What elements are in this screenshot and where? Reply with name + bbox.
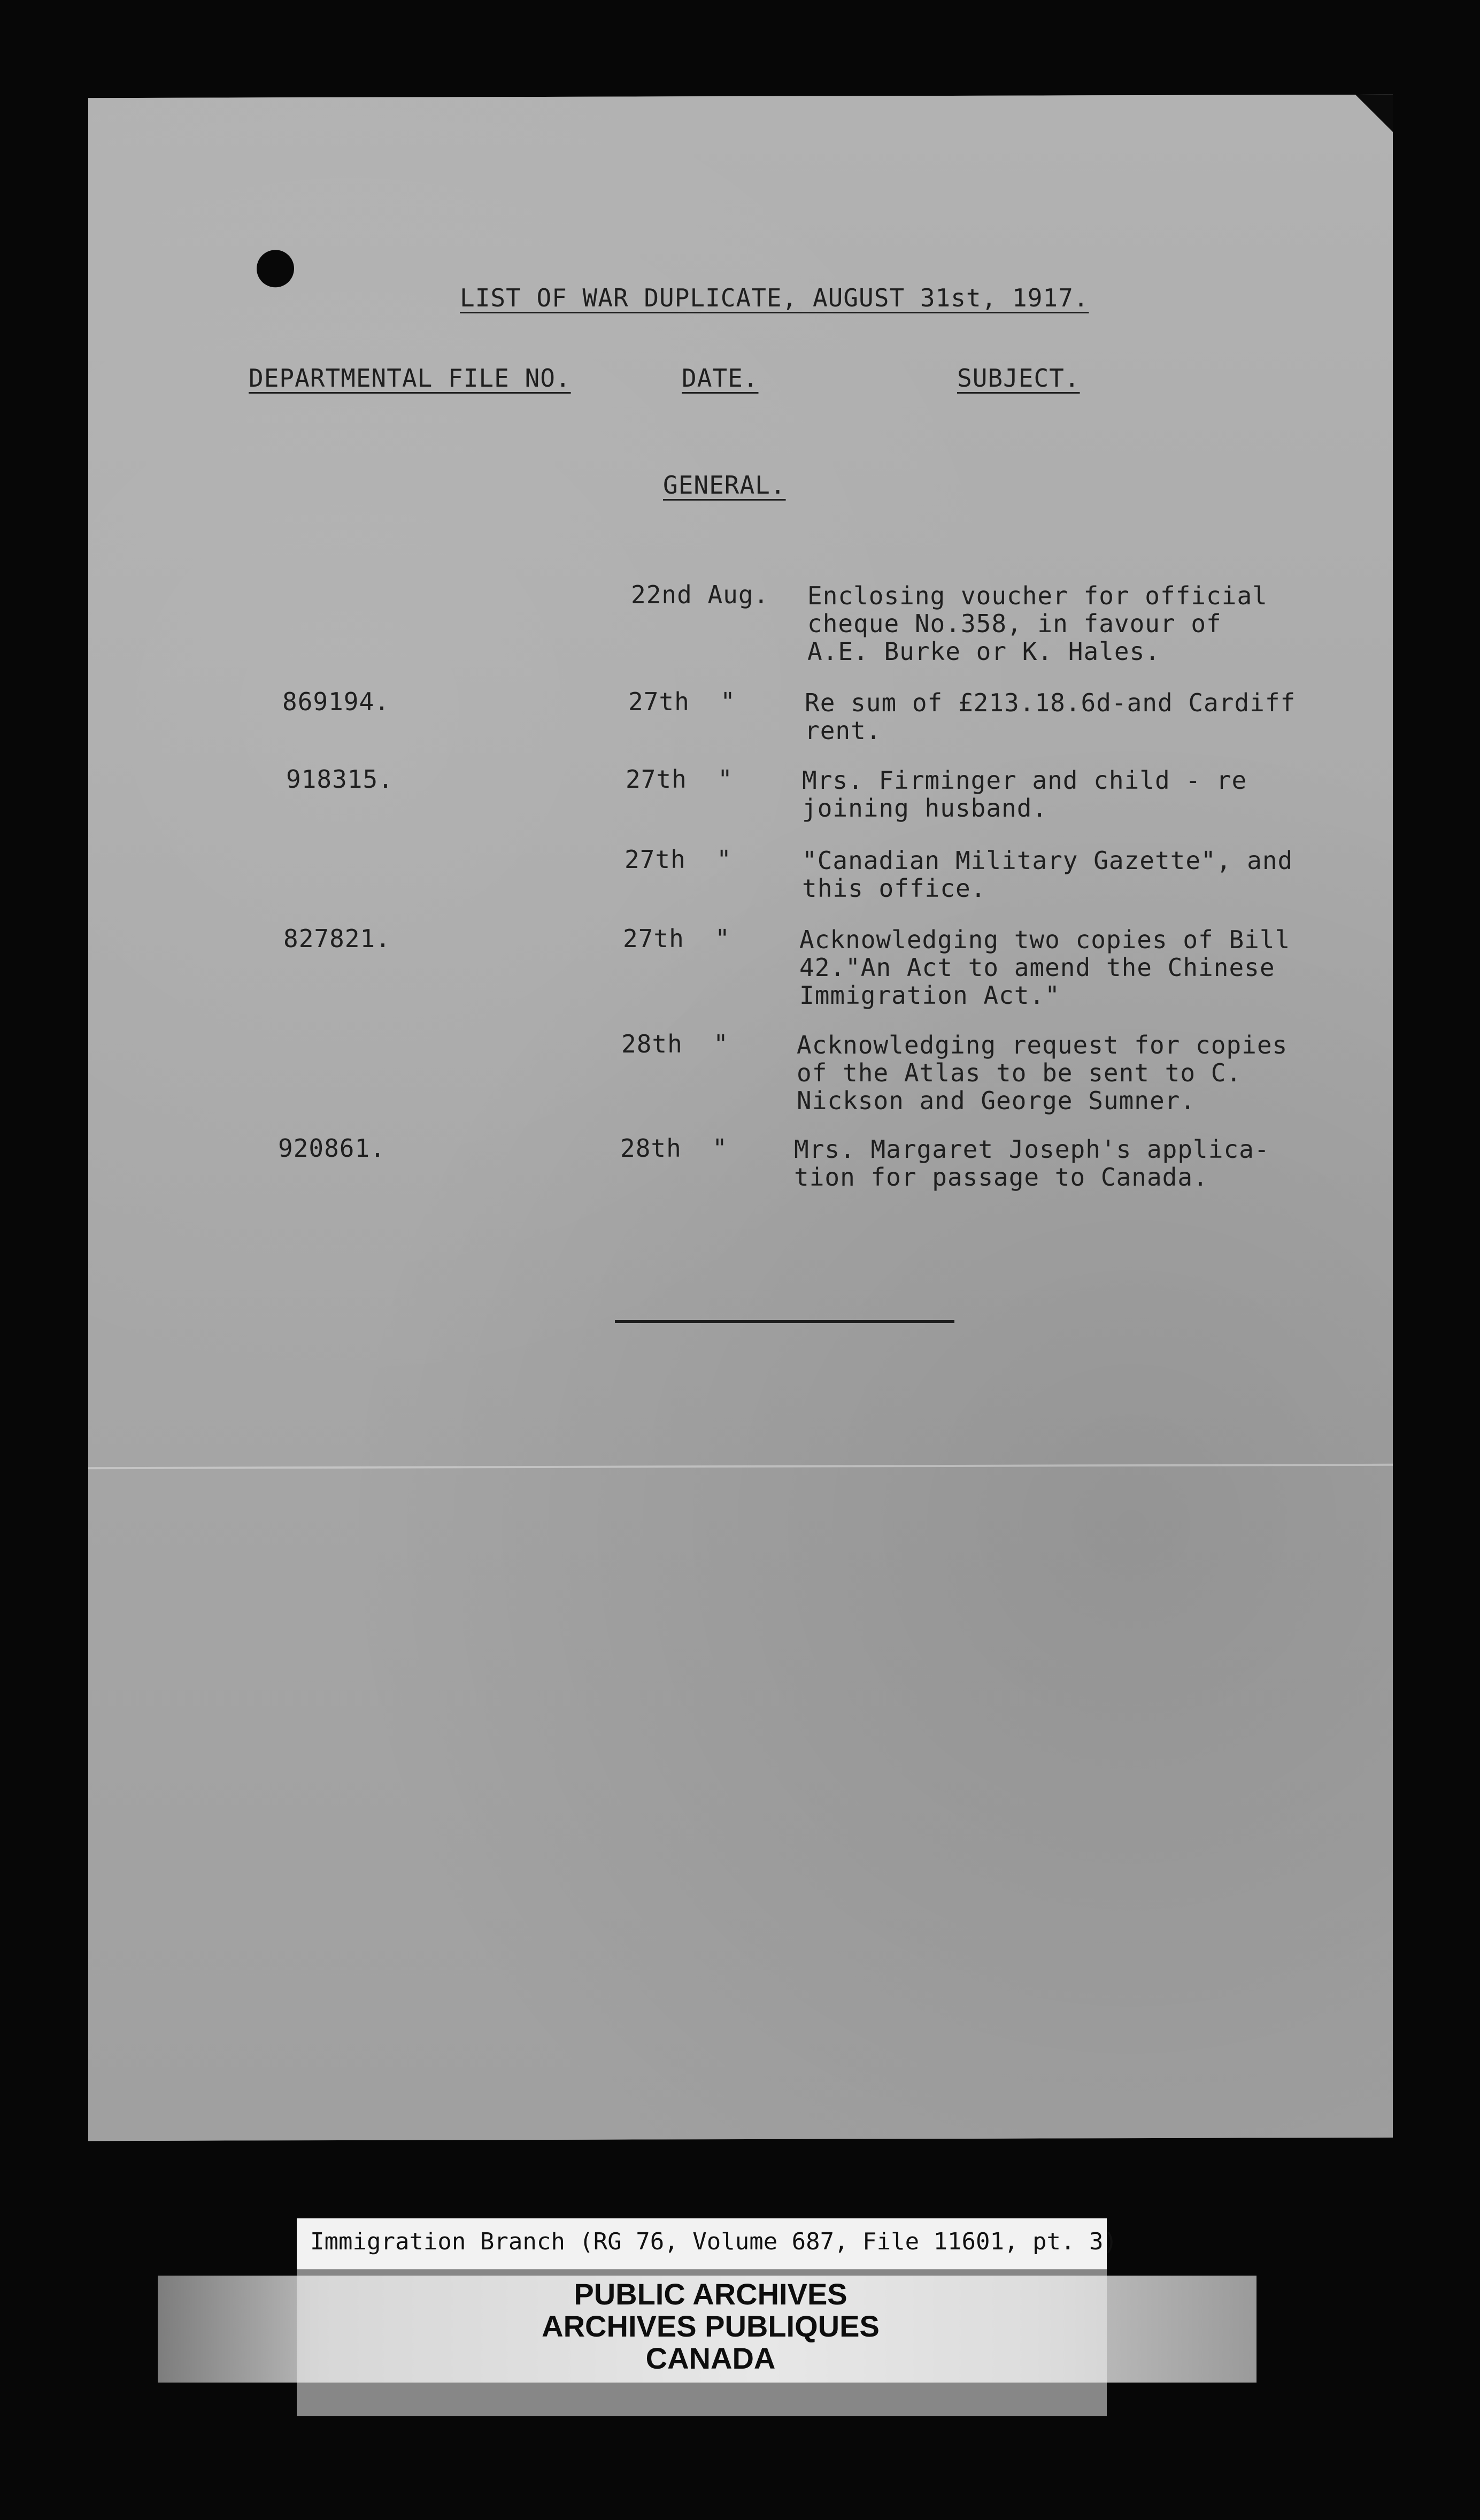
punch-hole [257,250,294,287]
row-2-file-no: 869194. [282,687,390,716]
closing-rule [615,1320,954,1323]
page-fold-line [88,1464,1393,1469]
row-6-date: 28th " [621,1029,729,1058]
document-title: LIST OF WAR DUPLICATE, AUGUST 31st, 1917. [460,283,1089,312]
document-page [88,95,1393,2141]
archive-reference-label: Immigration Branch (RG 76, Volume 687, File 11601, pt. 3) [310,2228,1117,2255]
row-7-subject: Mrs. Margaret Joseph's applica- tion for passage to Canada. [794,1135,1270,1192]
header-subject: SUBJECT. [957,364,1080,393]
archive-stamp-line3: CANADA [645,2341,776,2375]
page-corner-fold [1355,95,1393,132]
row-3-subject: Mrs. Firminger and child - re joining husband. [802,766,1247,823]
row-1-subject: Enclosing voucher for official cheque No.358, in favour of A.E. Burke or K. Hales. [807,581,1268,666]
header-file-no: DEPARTMENTAL FILE NO. [249,364,571,393]
header-date: DATE. [682,364,759,393]
row-5-subject: Acknowledging two copies of Bill 42."An Act to amend the Chinese Immigration Act." [799,925,1291,1010]
row-7-date: 28th " [620,1134,728,1163]
archive-label-strip [297,2218,1117,2270]
archive-stamp-line2: ARCHIVES PUBLIQUES [542,2309,880,2343]
row-1-date: 22nd Aug. [631,580,769,609]
row-6-subject: Acknowledging request for copies of the Atlas to be sent to C. Nickson and George Sumner. [797,1031,1288,1115]
section-heading: GENERAL. [663,471,786,500]
row-3-file-no: 918315. [286,765,394,794]
archive-stamp-line1: PUBLIC ARCHIVES [574,2277,847,2311]
archive-stamp [0,2278,1480,2375]
row-4-subject: "Canadian Military Gazette", and this office. [802,846,1293,903]
row-2-subject: Re sum of £213.18.6d-and Cardiff rent. [805,688,1296,745]
row-4-date: 27th " [625,845,732,874]
row-7-file-no: 920861. [278,1134,386,1163]
row-2-date: 27th " [628,687,736,716]
row-5-date: 27th " [623,924,730,953]
row-5-file-no: 827821. [283,924,391,953]
row-3-date: 27th " [626,765,733,794]
